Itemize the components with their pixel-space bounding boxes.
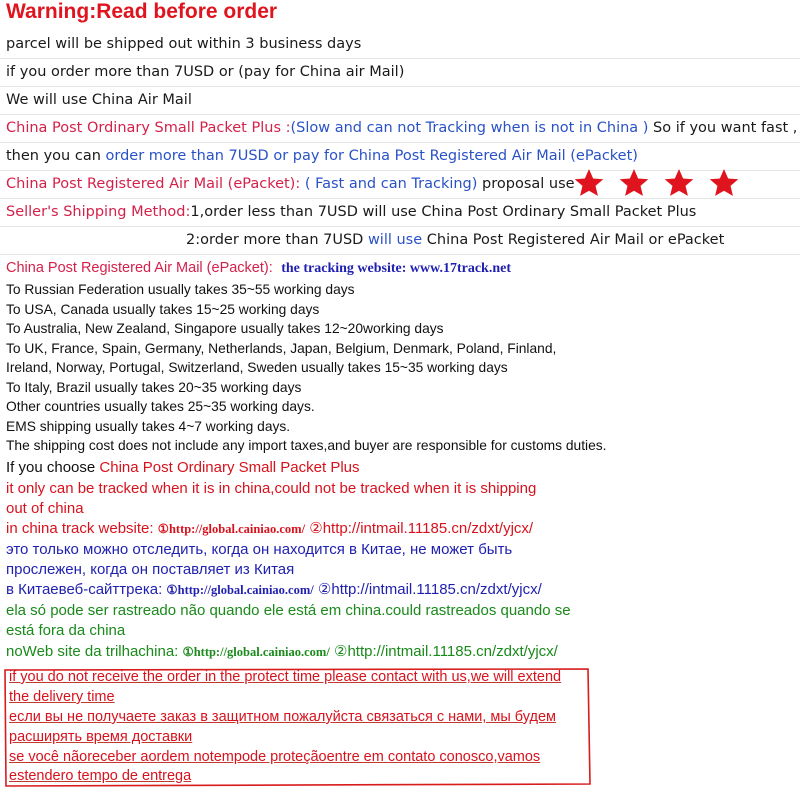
delivery-time-item: Ireland, Norway, Portugal, Switzerland, Sweden usually takes 15~35 working days [6,360,508,375]
advice-text: order more than 7USD or pay for China Post Registered Air Mail (ePacket) [105,148,638,164]
advice-prefix: then you can [6,148,106,164]
air-mail-condition-line: if you order more than 7USD or (pay for China air Mail) [6,64,405,80]
portuguese-note-1: ela só pode ser rastreado não quando ele está em china.could rastreados quando se [6,602,571,619]
intmail-link[interactable]: ②http://intmail.11185.cn/zdxt/yjcx/ [305,520,534,537]
cainiao-link-pt[interactable]: ①http://global.cainiao.com/ [182,645,330,659]
ordinary-tracking-note: it only can be tracked when it is in china,could not be tracked when it is shipping [6,480,537,497]
delivery-time-item: Other countries usually takes 25~35 working days. [6,399,315,414]
portuguese-note-2: está fora da china [6,622,126,639]
protect-note-pt-1: se você nãoreceber aordem notempode proteçãoentre em contato conosco,vamos [9,749,541,765]
portuguese-track-line [6,642,558,663]
russian-track-label: в Китаевеб-сайттрека: [6,581,167,598]
divider [0,254,800,255]
registered-label: China Post Registered Air Mail (ePacket): [6,176,305,192]
proposal-text: proposal use [477,176,575,192]
registered-line [6,170,575,198]
star-icon [572,167,606,199]
shipping-method-line [6,198,696,226]
cainiao-link-ru[interactable]: ①http://global.cainiao.com/ [166,583,314,597]
cainiao-link[interactable]: ①http://global.cainiao.com/ [157,522,306,536]
portuguese-track-label: noWeb site da trilhachina: [6,643,183,660]
china-track-line [6,519,533,540]
ship-time-line: parcel will be shipped out within 3 business days [6,36,362,52]
shipping-method-2-a: 2:order more than 7USD [186,232,368,248]
china-track-label: in china track website: [6,520,158,537]
russian-note-1: это только можно отследить, когда он находится в Китае, не может быть [6,541,513,558]
russian-note-2: прослежен, когда он поставляет из Китая [6,561,295,578]
shipping-method-1: 1,order less than 7USD will use China Post Ordinary Small Packet Plus [190,204,697,220]
ordinary-tracking-note-2: out of china [6,500,84,517]
intmail-link-ru[interactable]: ②http://intmail.11185.cn/zdxt/yjcx/ [313,581,542,598]
air-mail-line: We will use China Air Mail [6,92,192,108]
ordinary-packet-line [6,114,797,142]
tracking-line [6,260,511,277]
ordinary-choice-prefix: If you choose [6,459,100,476]
tracking-website-link[interactable]: the tracking website: www.17track.net [281,261,511,276]
delivery-time-item: To Russian Federation usually takes 35~55 working days [6,282,355,297]
shipping-method-2-b: will use [367,232,423,248]
delivery-time-item: The shipping cost does not include any import taxes,and buyer are responsible for customs duties. [6,438,607,453]
delivery-time-item: To Italy, Brazil usually takes 20~35 working days [6,379,302,395]
protect-note-en-2: the delivery time [9,689,115,705]
russian-track-line [6,580,542,601]
shipping-method-label: Seller's Shipping Method: [6,204,191,220]
protect-note-en-1: if you do not receive the order in the protect time please contact with us,we will extend [9,669,562,685]
star-icon [707,167,741,199]
ordinary-choice-line [6,458,360,479]
delivery-time-item: To UK, France, Spain, Germany, Netherlands, Japan, Belgium, Denmark, Poland, Finland, [6,340,557,356]
protect-note-pt-2: estendero tempo de entrega [9,768,192,784]
star-icon [617,167,651,199]
delivery-time-item: EMS shipping usually takes 4~7 working days. [6,418,291,434]
intmail-link-pt[interactable]: ②http://intmail.11185.cn/zdxt/yjcx/ [329,643,558,660]
protect-note-ru-1: если вы не получаете заказ в защитном пожалуйста связаться с нами, мы будем [9,709,557,725]
registered-advice-line [6,142,638,170]
delivery-time-item: To Australia, New Zealand, Singapore usually takes 12~20working days [6,321,444,336]
protect-note-ru-2: расширять время доставки [9,729,193,745]
delivery-times-list [6,280,607,456]
fast-note: So if you want fast , [648,120,798,136]
delivery-time-item: To USA, Canada usually takes 15~25 working days [6,301,320,317]
star-rating [572,167,741,199]
shipping-method-2-c: China Post Registered Air Mail or ePacket [422,232,725,248]
ordinary-packet-note: (Slow and can not Tracking when is not in China ) [290,120,649,136]
star-icon [662,167,696,199]
page-title: Warning:Read before order [6,0,278,23]
ordinary-choice-name: China Post Ordinary Small Packet Plus [99,459,360,476]
shipping-method-2 [186,226,724,254]
registered-note: ( Fast and can Tracking) [304,176,478,192]
tracking-label: China Post Registered Air Mail (ePacket): [6,260,273,276]
ordinary-packet-label: China Post Ordinary Small Packet Plus : [6,120,291,136]
